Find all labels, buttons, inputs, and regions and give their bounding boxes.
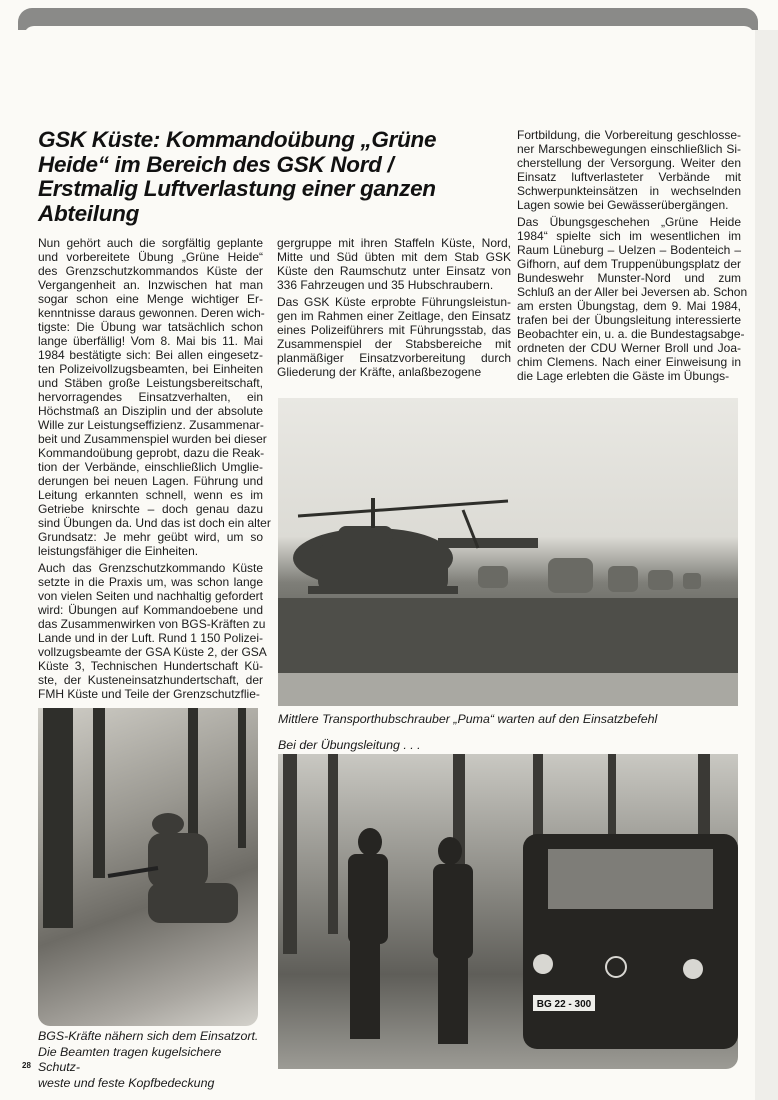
- text-line: des Grenzschutzkommandos Küste der: [38, 264, 263, 278]
- text-line: die Lage erlebten die Gäste im Übungs-: [517, 369, 730, 383]
- text-line: planmäßiger Einsatzvorbereitung durch: [277, 351, 511, 365]
- text-line: Raum Lüneburg – Uelzen – Bodenteich –: [517, 243, 741, 257]
- soldier-photo: [38, 708, 258, 1026]
- text-line: Mitte und Süd übten mit dem Stab GSK: [277, 250, 511, 264]
- text-line: gergruppe mit ihren Staffeln Küste, Nord,: [277, 236, 511, 250]
- text-line: trafen bei der Übungsleitung interessierte: [517, 313, 741, 327]
- text-line: lange überfällig! Vom 8. Mai bis 11. Mai: [38, 334, 263, 348]
- text-line: Beobachter ein, u. a. die Bundestagsabge-: [517, 327, 745, 341]
- text-line: Vergangenheit an. Inzwischen hat man: [38, 278, 263, 292]
- text-column-3: [517, 128, 748, 383]
- text-line: FMH Küste und Teile der Grenzschutzflie-: [38, 687, 260, 701]
- helicopter-photo-caption: Mittlere Transporthubschrauber „Puma“ warten auf den Einsatzbefehl: [278, 712, 658, 726]
- text-line: cherstellung der Versorgung. Weiter den: [517, 156, 741, 170]
- soldier-photo-caption: [38, 1029, 263, 1091]
- title-line: Abteilung: [38, 200, 140, 226]
- text-column-2: [277, 236, 511, 379]
- text-line: ordneten der CDU Werner Broll und Joa-: [517, 341, 741, 355]
- text-line: chim Clemens. Nach einer Einweisung in: [517, 355, 741, 369]
- text-line: Das GSK Küste erprobte Führungsleistun-: [277, 295, 511, 309]
- text-line: ste, der Kusteneinsatzhundertschaft, der: [38, 673, 263, 687]
- text-line: Nun gehört auch die sorgfältig geplante: [38, 236, 263, 250]
- text-line: leistungsfähiger die Einheiten.: [38, 544, 199, 558]
- text-line: hervorragendes Einsatzverhalten, ein: [38, 390, 263, 404]
- text-line: Lande und in der Luft. Rund 1 150 Polizei-: [38, 631, 263, 645]
- text-line: am ersten Übungstag, dem 9. Mai 1984,: [517, 299, 741, 313]
- header-bar-inner: [24, 26, 754, 38]
- text-line: sind Übungen da. Und das ist doch ein alter: [38, 516, 271, 530]
- title-line: Erstmalig Luftverlastung einer ganzen: [38, 176, 436, 201]
- text-line: und vorbereitete Übung „Grüne Heide“: [38, 250, 263, 264]
- text-line: Küste 3, Technischen Hundertschaft Kü-: [38, 659, 263, 673]
- text-line: ner Marschbewegungen einschließlich Si-: [517, 142, 741, 156]
- text-line: Auch das Grenzschutzkommando Küste: [38, 561, 263, 575]
- text-line: und Stäben große Leistungsbereitschaft,: [38, 376, 263, 390]
- text-line: das Zusammenwirken von BGS-Kräften zu: [38, 617, 266, 631]
- title-line: Heide“ im Bereich des GSK Nord /: [38, 151, 394, 177]
- text-line: Fortbildung, die Vorbereitung geschlosse-: [517, 128, 741, 142]
- text-line: Getriebe knirschte – doch genau dazu: [38, 502, 263, 516]
- text-line: Gifhorn, auf dem Truppenübungsplatz der: [517, 257, 741, 271]
- text-line: vollzugsbeamte der GSA Küste 2, der GSA: [38, 645, 267, 659]
- text-line: tion der Verbände, einschließlich Umglie-: [38, 460, 263, 474]
- text-line: Schluß an der Aller bei Jeversen ab. Schon: [517, 285, 748, 299]
- text-line: derungen bei neuen Lagen. Führung und: [38, 474, 263, 488]
- text-line: Leitung erkannten schnell, wenn es im: [38, 488, 263, 502]
- helicopter-photo: [278, 398, 738, 706]
- text-line: 336 Fahrzeugen und 35 Hubschraubern.: [277, 278, 494, 292]
- page-number: 28: [22, 1061, 31, 1070]
- text-line: sogar schon eine Menge wichtiger Er-: [38, 292, 263, 306]
- text-line: Küste den Raumschutz unter Einsatz von: [277, 264, 511, 278]
- text-line: von vielen Seiten und nachhaltig gefordert: [38, 589, 263, 603]
- text-line: Das Übungsgeschehen „Grüne Heide: [517, 215, 741, 229]
- text-line: kenntnisse daraus gewonnen. Deren wich-: [38, 306, 265, 320]
- caption-line: BGS-Kräfte nähern sich dem Einsatzort.: [38, 1029, 259, 1043]
- text-line: gen im Rahmen einer Zeitlage, den Einsatz: [277, 309, 511, 323]
- text-column-1: [38, 236, 271, 701]
- leitung-caption: Bei der Übungsleitung . . .: [278, 738, 421, 752]
- text-line: Höchstmaß an Disziplin und der absolute: [38, 404, 263, 418]
- text-line: setzte in die Praxis um, was schon lange: [38, 575, 263, 589]
- text-line: wird: Übungen auf Kommandoebene und: [38, 603, 263, 617]
- text-line: Einsatz luftverlasteter Verbände mit: [517, 170, 741, 184]
- article-title: [38, 128, 508, 226]
- page-edge: [755, 30, 778, 1100]
- text-line: Grundsatz: Je mehr geübt wird, um so: [38, 530, 263, 544]
- caption-line: Die Beamten tragen kugelsichere Schutz-: [38, 1044, 222, 1074]
- caption-line: weste und feste Kopfbedeckung: [38, 1075, 215, 1090]
- text-line: Bundeswehr Munster-Nord und zum: [517, 271, 741, 285]
- text-line: 1984 bestätigte sich: Bei allen eingesetz-: [38, 348, 263, 362]
- text-line: beit und Zusammenspiel wurden bei dieser: [38, 432, 267, 446]
- text-line: Wille zur Leistungseffizienz. Zusammenar-: [38, 418, 264, 432]
- text-line: eines Polizeiführers mit Führungsstab, das: [277, 323, 511, 337]
- text-line: Zusammenspiel der Stabsbereiche mit: [277, 337, 511, 351]
- title-line: GSK Küste: Kommandoübung „Grüne: [38, 127, 437, 152]
- text-line: tigste: Die Übung war tatsächlich schon: [38, 320, 263, 334]
- license-plate: BG 22 - 300: [536, 999, 592, 1010]
- text-line: Schwerpunkteinsätzen in wechselnden: [517, 184, 741, 198]
- text-line: 1984“ spielte sich im wesentlichen im: [517, 229, 741, 243]
- text-line: Gliederung der Kräfte, anlaßbezogene: [277, 365, 482, 379]
- text-line: Kommandoübung geprobt, dazu die Reak-: [38, 446, 265, 460]
- officers-photo: [278, 754, 738, 1069]
- text-line: Lagen sowie bei Gewässerübergängen.: [517, 198, 729, 212]
- text-line: ten Polizeivollzugsbeamten, bei Einheiten: [38, 362, 263, 376]
